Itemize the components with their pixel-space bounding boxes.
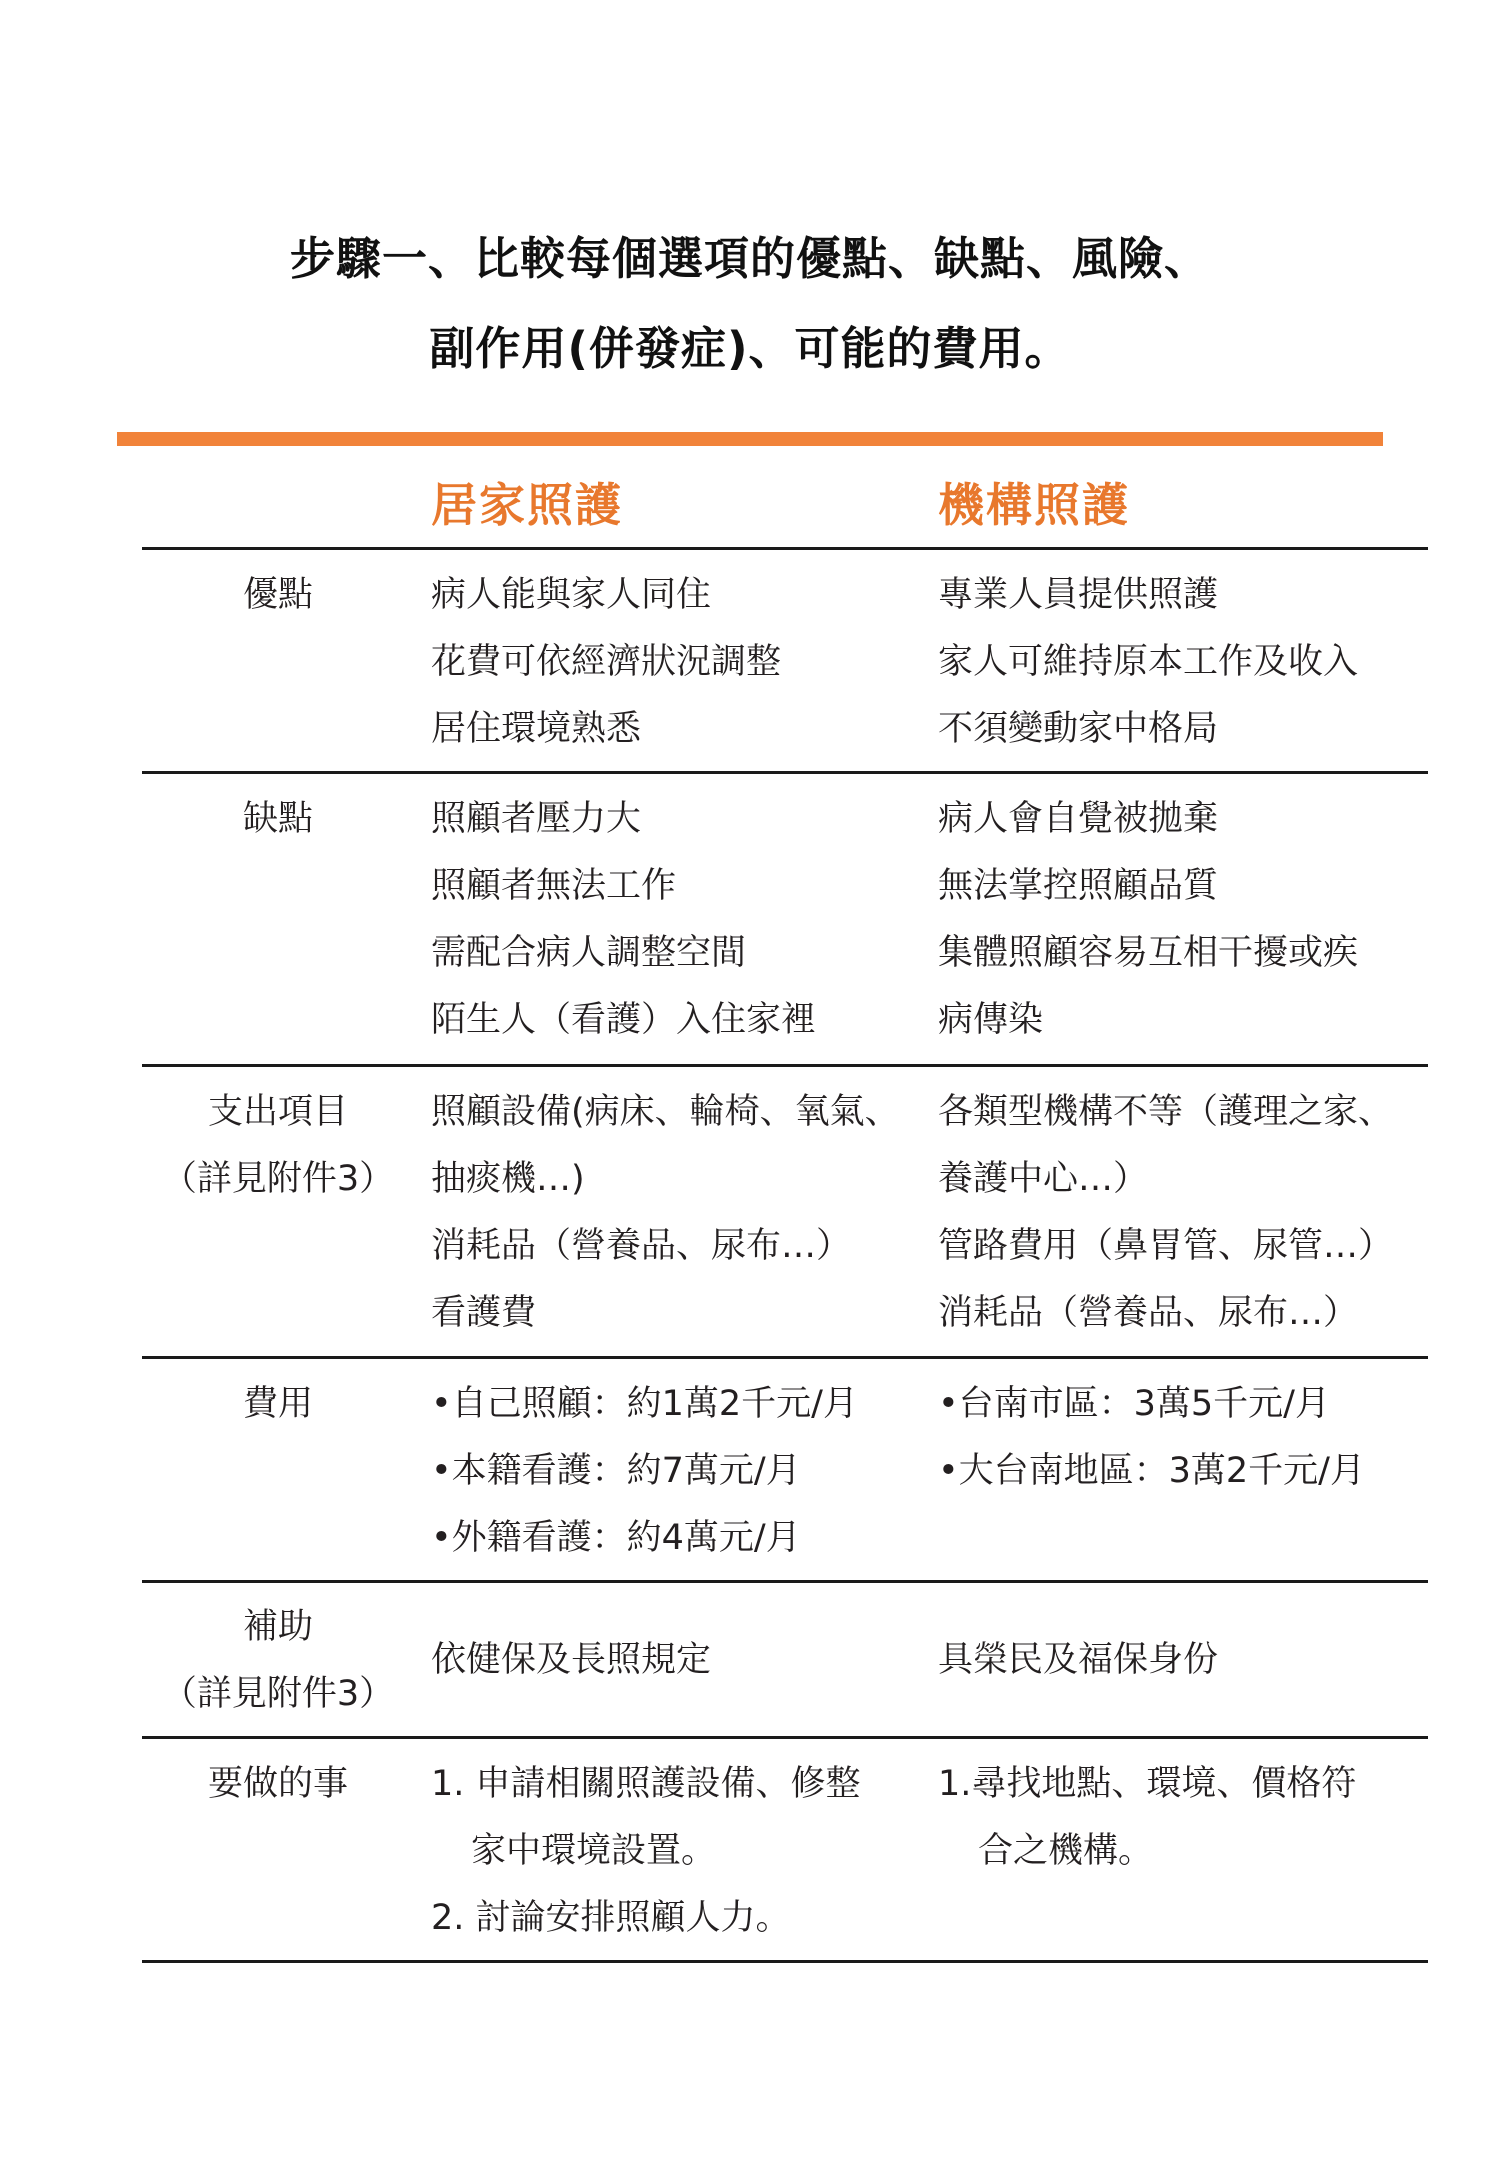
home-care-cell xyxy=(431,786,816,1054)
cell-line: 需配合病人調整空間 xyxy=(431,933,747,973)
comparison-table xyxy=(142,455,1428,1963)
institution-care-cell xyxy=(938,1627,1218,1694)
table-row-advantages xyxy=(142,550,1428,774)
table-header-row xyxy=(142,455,1428,550)
cell-line: 病人會自覺被拋棄 xyxy=(938,799,1219,839)
cell-line: 家中環境設置。 xyxy=(471,1831,717,1871)
cell-line: 依健保及長照規定 xyxy=(431,1640,712,1680)
institution-care-cell xyxy=(938,1751,1356,1885)
row-label xyxy=(142,1594,414,1728)
cell-line: •自己照顧：約1萬2千元/月 xyxy=(431,1384,858,1424)
row-label xyxy=(142,786,414,853)
page-title-line-1: 步驟一、比較每個選項的優點、缺點、風險、 xyxy=(289,232,1210,285)
column-header-institution-care: 機構照護 xyxy=(938,478,1130,532)
institution-care-cell xyxy=(938,1079,1393,1347)
table-row-expense-items xyxy=(142,1067,1428,1359)
page-title-line-2: 副作用(併發症)、可能的費用。 xyxy=(429,322,1071,375)
institution-care-cell xyxy=(938,1371,1365,1505)
cell-line: 照顧設備(病床、輪椅、氧氣、 xyxy=(431,1092,900,1132)
cell-line: •台南市區：3萬5千元/月 xyxy=(938,1384,1330,1424)
cell-line: 消耗品（營養品、尿布…） xyxy=(431,1226,852,1266)
cell-line: 家人可維持原本工作及收入 xyxy=(938,642,1359,682)
row-label-text: 支出項目 xyxy=(207,1092,348,1132)
row-label-text: 優點 xyxy=(242,575,313,615)
cell-line: •大台南地區：3萬2千元/月 xyxy=(938,1451,1365,1491)
cell-line: •本籍看護：約7萬元/月 xyxy=(431,1451,801,1491)
cell-line: 集體照顧容易互相干擾或疾 xyxy=(938,933,1359,973)
column-header-home-care: 居家照護 xyxy=(431,478,623,532)
home-care-cell xyxy=(431,562,781,763)
cell-line: 照顧者壓力大 xyxy=(431,799,642,839)
row-label-text: 補助 xyxy=(242,1607,313,1647)
cell-line: 管路費用（鼻胃管、尿管…） xyxy=(938,1226,1394,1266)
cell-line: 合之機構。 xyxy=(978,1831,1154,1871)
row-label xyxy=(142,1371,414,1438)
table-row-subsidy xyxy=(142,1583,1428,1739)
row-label-text: 要做的事 xyxy=(207,1764,348,1804)
cell-line: 無法掌控照顧品質 xyxy=(938,866,1219,906)
cell-line: 消耗品（營養品、尿布…） xyxy=(938,1293,1359,1333)
row-label xyxy=(142,1751,414,1818)
row-label-text: 缺點 xyxy=(242,799,313,839)
home-care-cell xyxy=(431,1371,858,1572)
cell-line: 養護中心…） xyxy=(938,1159,1149,1199)
table-row-costs xyxy=(142,1359,1428,1583)
cell-line: 各類型機構不等（護理之家、 xyxy=(938,1092,1394,1132)
table-row-todo xyxy=(142,1739,1428,1963)
cell-line: 照顧者無法工作 xyxy=(431,866,677,906)
cell-line: 具榮民及福保身份 xyxy=(938,1640,1219,1680)
row-label-text: 費用 xyxy=(242,1384,313,1424)
cell-line: 病人能與家人同住 xyxy=(431,575,712,615)
cell-line: 抽痰機…) xyxy=(431,1159,585,1199)
cell-line: 1. 申請相關照護設備、修整 xyxy=(431,1764,861,1804)
cell-line: 花費可依經濟狀況調整 xyxy=(431,642,782,682)
row-label xyxy=(142,1079,414,1213)
cell-line: 居住環境熟悉 xyxy=(431,709,642,749)
cell-line: 陌生人（看護）入住家裡 xyxy=(431,1000,817,1040)
orange-divider xyxy=(117,432,1383,446)
cell-line: •外籍看護：約4萬元/月 xyxy=(431,1518,801,1558)
home-care-cell xyxy=(431,1079,900,1347)
row-label xyxy=(142,562,414,629)
row-label-text: （詳見附件3） xyxy=(161,1159,395,1199)
table-row-disadvantages xyxy=(142,774,1428,1067)
cell-line: 1.尋找地點、環境、價格符 xyxy=(938,1764,1357,1804)
institution-care-cell xyxy=(938,786,1358,1054)
cell-line: 看護費 xyxy=(431,1293,537,1333)
cell-line: 不須變動家中格局 xyxy=(938,709,1219,749)
home-care-cell xyxy=(431,1627,711,1694)
row-label-text: （詳見附件3） xyxy=(161,1674,395,1714)
institution-care-cell xyxy=(938,562,1358,763)
cell-line: 2. 討論安排照顧人力。 xyxy=(431,1898,791,1938)
home-care-cell xyxy=(431,1751,861,1952)
cell-line: 專業人員提供照護 xyxy=(938,575,1219,615)
cell-line: 病傳染 xyxy=(938,1000,1044,1040)
